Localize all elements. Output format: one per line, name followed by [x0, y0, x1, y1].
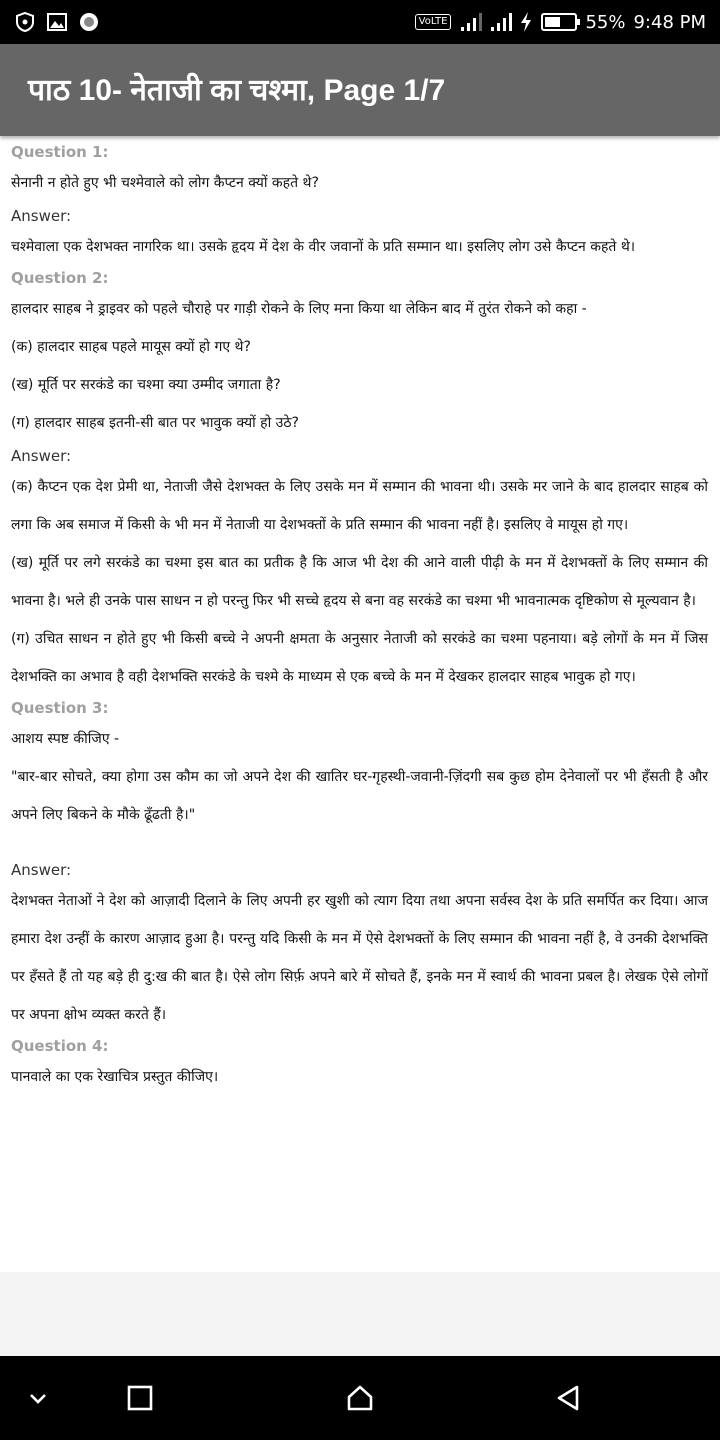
question-label: Question 2:: [11, 269, 109, 287]
answer-paragraph: देशभक्त नेताओं ने देश को आज़ादी दिलाने के लिए अपनी हर खुशी को त्याग दिया तथा अपना सर्वस्व देश के प्रति समर्पित कर दिया। आज हमारा देश उन्हीं के कारण आज़ाद हुआ है। परन्तु यदि किसी के मन में ऐसे देशभक्तों के लिए सम्मान की भावना नहीं है, वे उनकी देशभक्ति पर हँसते हैं तो यह बड़े ही दु:ख की बात है। ऐसे लोग सिर्फ़ अपने बारे में सोचते हैं, इनके मन में स्वार्थ की भावना प्रबल है। लेखक ऐसे लोगों पर अपना क्षोभ व्यक्त करते हैं।: [11, 893, 708, 1023]
battery-percent: 55%: [585, 11, 626, 33]
page-title: पाठ 10- नेताजी का चश्मा, Page 1/7: [28, 74, 446, 107]
question-text: पानवाले का एक रेखाचित्र प्रस्तुत कीजिए।: [11, 1069, 219, 1085]
answer-paragraph: (क) कैप्टन एक देश प्रेमी था, नेताजी जैसे देशभक्त के लिए उसके मन में सम्मान की भावना थी। उसके मर जाने के बाद हालदार साहब को लगा कि अब समाज में किसी के भी मन में नेताजी या देशभक्तों के प्रति सम्मान की भावना नहीं है। इसलिए वे मायूस हो गए।: [11, 479, 708, 533]
charging-bolt-icon: [519, 11, 533, 33]
home-icon[interactable]: [340, 1378, 380, 1418]
question-text: (क) हालदार साहब पहले मायूस क्यों हो गए थे?: [11, 339, 251, 355]
question-label: Question 1:: [11, 143, 109, 161]
answer-label: Answer:: [11, 207, 72, 225]
volte-badge: VoLTE: [415, 14, 452, 30]
record-icon: [78, 11, 100, 33]
signal-icon: [459, 11, 481, 33]
question-text: हालदार साहब ने ड्राइवर को पहले चौराहे पर गाड़ी रोकने के लिए मना किया था लेकिन बाद में तुरंत रोकने को कहा -: [11, 301, 587, 317]
question-label: Question 4:: [11, 1037, 109, 1055]
signal-icon: [489, 11, 511, 33]
navigation-bar: [0, 1356, 720, 1440]
answer-paragraph: (ग) उचित साधन न होते हुए भी किसी बच्चे ने अपनी क्षमता के अनुसार नेताजी को सरकंडे का चश्मा पहनाया। बड़े लोगों के मन में जिस देशभक्ति का अभाव है वही देशभक्ति सरकंडे के चश्मे के माध्यम से एक बच्चे के मन में देखकर हालदार साहब भावुक हो गए।: [11, 631, 708, 685]
answer-paragraph: चश्मेवाला एक देशभक्त नागरिक था। उसके हृदय में देश के वीर जवानों के प्रति सम्मान था। इसलिए लोग उसे कैप्टन कहते थे।: [11, 239, 636, 255]
status-left-icons: [14, 10, 100, 34]
image-icon: [46, 11, 68, 33]
chevron-down-icon[interactable]: [18, 1378, 58, 1418]
question-label: Question 3:: [11, 699, 109, 717]
shield-icon: [14, 11, 36, 33]
spacer: [11, 834, 708, 856]
content-area[interactable]: [0, 136, 720, 1272]
question-text: आशय स्पष्ट कीजिए -: [11, 731, 120, 747]
clock: 9:48 PM: [633, 11, 706, 33]
question-text: (ख) मूर्ति पर सरकंडे का चश्मा क्या उम्मीद जगाता है?: [11, 377, 281, 393]
status-right: [415, 8, 706, 36]
status-bar: [0, 0, 720, 44]
answer-label: Answer:: [11, 447, 72, 465]
battery-icon: [541, 13, 577, 31]
answer-paragraph: (ख) मूर्ति पर लगे सरकंडे का चश्मा इस बात का प्रतीक है कि आज भी देश की आने वाली पीढ़ी के मन में देशभक्तों के लिए सम्मान की भावना है। भले ही उनके पास साधन न हो परन्तु फिर भी सच्चे हृदय से बना वह सरकंडे का चश्मा भी भावनात्मक दृष्टिकोण से मूल्यवान है।: [11, 555, 708, 609]
battery-level: [545, 17, 560, 27]
question-text: सेनानी न होते हुए भी चश्मेवाले को लोग कैप्टन क्यों कहते थे?: [11, 175, 319, 191]
back-triangle-icon[interactable]: [548, 1378, 588, 1418]
question-text: (ग) हालदार साहब इतनी-सी बात पर भावुक क्यों हो उठे?: [11, 415, 299, 431]
app-bar: [0, 44, 720, 136]
recents-square-icon[interactable]: [120, 1378, 160, 1418]
content-inner: [0, 136, 720, 1096]
answer-label: Answer:: [11, 861, 72, 879]
question-quote: "बार-बार सोचते, क्या होगा उस कौम का जो अपने देश की खातिर घर-गृहस्थी-जवानी-ज़िंदगी सब कुछ होम देनेवालों पर भी हँसती है और अपने लिए बिकने के मौके ढूँढती है।": [11, 769, 708, 823]
